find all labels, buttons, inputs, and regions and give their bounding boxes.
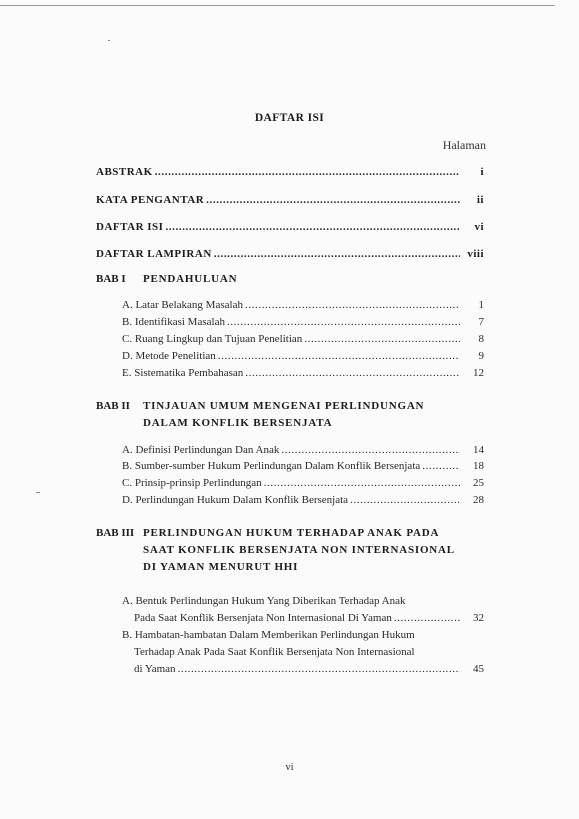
toc-entry-label: A. Definisi Perlindungan Dan Anak xyxy=(122,444,280,456)
dot-leader xyxy=(206,194,460,206)
toc-entry-page: ii xyxy=(476,194,484,206)
toc-entry-page: 25 xyxy=(473,477,484,489)
toc-subentry[interactable] xyxy=(122,316,484,328)
chapter-title-line[interactable]: SAAT KONFLIK BERSENJATA NON INTERNASIONAL xyxy=(143,544,455,556)
dot-leader xyxy=(155,166,460,178)
toc-entry-label: D. Metode Penelitian xyxy=(122,350,216,362)
toc-entry-page: 28 xyxy=(473,494,484,506)
dot-leader xyxy=(394,612,460,624)
chapter-label: BAB III xyxy=(96,527,135,539)
toc-entry-page: vi xyxy=(474,221,484,233)
toc-subentry[interactable] xyxy=(122,444,484,456)
dot-leader xyxy=(264,477,460,489)
toc-entry-label: di Yaman xyxy=(134,663,176,675)
toc-entry-label: DAFTAR LAMPIRAN xyxy=(96,248,212,260)
toc-entry-page: i xyxy=(480,166,484,178)
dot-leader xyxy=(245,299,460,311)
scan-top-edge xyxy=(0,5,555,6)
toc-subentry[interactable] xyxy=(122,460,484,472)
toc-entry-label: Pada Saat Konflik Bersenjata Non Internasional Di Yaman xyxy=(134,612,392,624)
dot-leader xyxy=(214,248,460,260)
toc-subentry[interactable] xyxy=(134,663,484,675)
toc-entry-label: B. Sumber-sumber Hukum Perlindungan Dalam Konflik Bersenjata xyxy=(122,460,421,472)
toc-entry-page: 9 xyxy=(478,350,484,362)
toc-entry-label: A. Latar Belakang Masalah xyxy=(122,299,243,311)
toc-entry-page: 18 xyxy=(473,460,484,472)
toc-entry-kata-pengantar[interactable] xyxy=(96,194,484,206)
toc-entry-daftar-lampiran[interactable] xyxy=(96,248,484,260)
page-number: vi xyxy=(285,762,294,773)
dot-leader xyxy=(245,367,460,379)
toc-subentry-line[interactable]: A. Bentuk Perlindungan Hukum Yang Diberikan Terhadap Anak xyxy=(122,595,406,607)
chapter-title-line[interactable]: PERLINDUNGAN HUKUM TERHADAP ANAK PADA xyxy=(143,527,440,539)
chapter-label: BAB II xyxy=(96,400,130,412)
toc-entry-label: DAFTAR ISI xyxy=(96,221,164,233)
toc-subentry[interactable] xyxy=(134,612,484,624)
toc-subentry-line[interactable]: Terhadap Anak Pada Saat Konflik Bersenjata Non Internasional xyxy=(134,646,415,658)
page-column-label: Halaman xyxy=(442,138,486,152)
toc-subentry[interactable] xyxy=(122,299,484,311)
toc-entry-label: ABSTRAK xyxy=(96,166,153,178)
toc-entry-page: 12 xyxy=(473,367,484,379)
toc-entry-abstrak[interactable] xyxy=(96,166,484,178)
toc-entry-page: 32 xyxy=(473,612,484,624)
scan-speck xyxy=(108,40,110,41)
toc-entry-label: E. Sistematika Pembahasan xyxy=(122,367,244,379)
toc-entry-label: C. Ruang Lingkup dan Tujuan Penelitian xyxy=(122,333,303,345)
toc-entry-page: 1 xyxy=(478,299,484,311)
dot-leader xyxy=(281,444,460,456)
toc-entry-daftar-isi[interactable] xyxy=(96,221,484,233)
dot-leader xyxy=(227,316,460,328)
toc-entry-page: 7 xyxy=(478,316,484,328)
toc-entry-page: 45 xyxy=(473,663,484,675)
chapter-title[interactable]: PENDAHULUAN xyxy=(143,273,238,285)
scan-speck xyxy=(36,492,40,493)
toc-subentry-line[interactable]: B. Hambatan-hambatan Dalam Memberikan Perlindungan Hukum xyxy=(122,629,415,641)
chapter-title-line[interactable]: TINJAUAN UMUM MENGENAI PERLINDUNGAN xyxy=(143,400,425,412)
dot-leader xyxy=(304,333,460,345)
toc-entry-page: 14 xyxy=(473,444,484,456)
chapter-title-line[interactable]: DI YAMAN MENURUT HHI xyxy=(143,561,299,573)
toc-entry-label: B. Identifikasi Masalah xyxy=(122,316,225,328)
dot-leader xyxy=(350,494,460,506)
toc-subentry[interactable] xyxy=(122,367,484,379)
toc-subentry[interactable] xyxy=(122,350,484,362)
dot-leader xyxy=(178,663,460,675)
dot-leader xyxy=(218,350,460,362)
chapter-title-line[interactable]: DALAM KONFLIK BERSENJATA xyxy=(143,417,333,429)
toc-entry-label: KATA PENGANTAR xyxy=(96,194,205,206)
page-title: DAFTAR ISI xyxy=(254,112,325,124)
dot-leader xyxy=(422,460,460,472)
chapter-label: BAB I xyxy=(96,273,126,285)
dot-leader xyxy=(165,221,460,233)
toc-subentry[interactable] xyxy=(122,333,484,345)
toc-subentry[interactable] xyxy=(122,494,484,506)
toc-entry-page: viii xyxy=(467,248,484,260)
toc-entry-label: C. Prinsip-prinsip Perlindungan xyxy=(122,477,262,489)
toc-subentry[interactable] xyxy=(122,477,484,489)
toc-entry-label: D. Perlindungan Hukum Dalam Konflik Bersenjata xyxy=(122,494,349,506)
toc-entry-page: 8 xyxy=(478,333,484,345)
